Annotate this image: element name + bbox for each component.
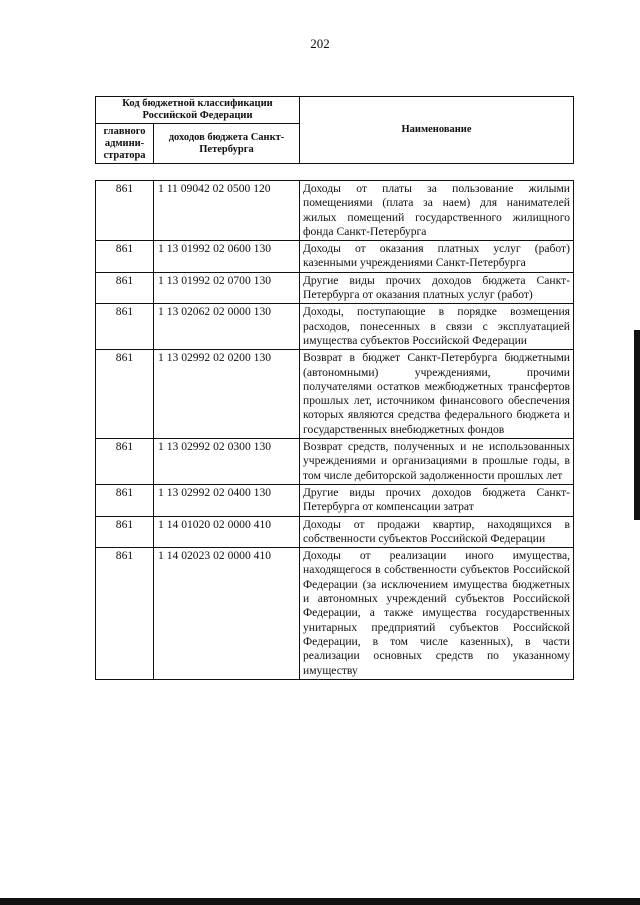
cell-admin-code: 861 — [96, 516, 154, 548]
cell-name: Другие виды прочих доходов бюджета Санкт-Петербурга от оказания платных услуг (работ) — [300, 272, 574, 304]
table-row — [96, 350, 574, 439]
cell-admin-code: 861 — [96, 439, 154, 485]
header-col-name: Наименование — [300, 97, 574, 164]
cell-name: Доходы от продажи квартир, находящихся в собственности субъектов Российской Федерации — [300, 516, 574, 548]
table-row — [96, 272, 574, 304]
table-row — [96, 484, 574, 516]
header-group-title: Код бюджетной классификации Российской Федерации — [96, 97, 300, 124]
cell-admin-code: 861 — [96, 304, 154, 350]
cell-admin-code: 861 — [96, 241, 154, 273]
table-row — [96, 439, 574, 485]
cell-budget-code: 1 13 01992 02 0600 130 — [154, 241, 300, 273]
table-row — [96, 516, 574, 548]
page-number: 202 — [310, 36, 330, 51]
budget-table — [95, 180, 574, 680]
cell-budget-code: 1 11 09042 02 0500 120 — [154, 181, 300, 241]
cell-budget-code: 1 13 02992 02 0400 130 — [154, 484, 300, 516]
cell-name: Доходы от реализации иного имущества, находящегося в собственности субъектов Российской Федерации (за исключением имущества бюджетных и автономных учреждений субъектов Российской Федерации, а также имущества государственных унитарных предприятий субъектов Российской Федерации, в том числе казенных), в части реализации основных средств по указанному имуществу — [300, 548, 574, 680]
cell-name: Другие виды прочих доходов бюджета Санкт-Петербурга от компенсации затрат — [300, 484, 574, 516]
scan-edge-mark — [634, 330, 640, 520]
table-row — [96, 181, 574, 241]
cell-budget-code: 1 13 02062 02 0000 130 — [154, 304, 300, 350]
cell-budget-code: 1 13 02992 02 0300 130 — [154, 439, 300, 485]
header-col-code: доходов бюджета Санкт-Петербурга — [154, 124, 300, 164]
cell-name: Доходы от платы за пользование жилыми помещениями (плата за наем) для нанимателей жилых помещений государственного жилищного фонда Санкт-Петербурга — [300, 181, 574, 241]
header-col-admin: главного админи-стратора — [96, 124, 154, 164]
table-header — [95, 96, 574, 164]
cell-admin-code: 861 — [96, 181, 154, 241]
cell-budget-code: 1 14 02023 02 0000 410 — [154, 548, 300, 680]
cell-name: Возврат средств, полученных и не использованных учреждениями и организациями в прошлые годы, в том числе дебиторской задолженности прошлых лет — [300, 439, 574, 485]
cell-admin-code: 861 — [96, 272, 154, 304]
cell-name: Доходы от оказания платных услуг (работ) казенными учреждениями Санкт-Петербурга — [300, 241, 574, 273]
cell-budget-code: 1 13 01992 02 0700 130 — [154, 272, 300, 304]
cell-admin-code: 861 — [96, 350, 154, 439]
table-row — [96, 304, 574, 350]
cell-admin-code: 861 — [96, 548, 154, 680]
cell-name: Возврат в бюджет Санкт-Петербурга бюджетными (автономными) учреждениями, прочими получателями остатков межбюджетных трансфертов прошлых лет, источником финансового обеспечения которых являются средства федерального бюджета и государственных внебюджетных фондов — [300, 350, 574, 439]
cell-budget-code: 1 14 01020 02 0000 410 — [154, 516, 300, 548]
table-row — [96, 241, 574, 273]
table-row — [96, 548, 574, 680]
cell-admin-code: 861 — [96, 484, 154, 516]
cell-budget-code: 1 13 02992 02 0200 130 — [154, 350, 300, 439]
cell-name: Доходы, поступающие в порядке возмещения расходов, понесенных в связи с эксплуатацией имущества субъектов Российской Федерации — [300, 304, 574, 350]
scan-bottom-edge — [0, 898, 640, 905]
